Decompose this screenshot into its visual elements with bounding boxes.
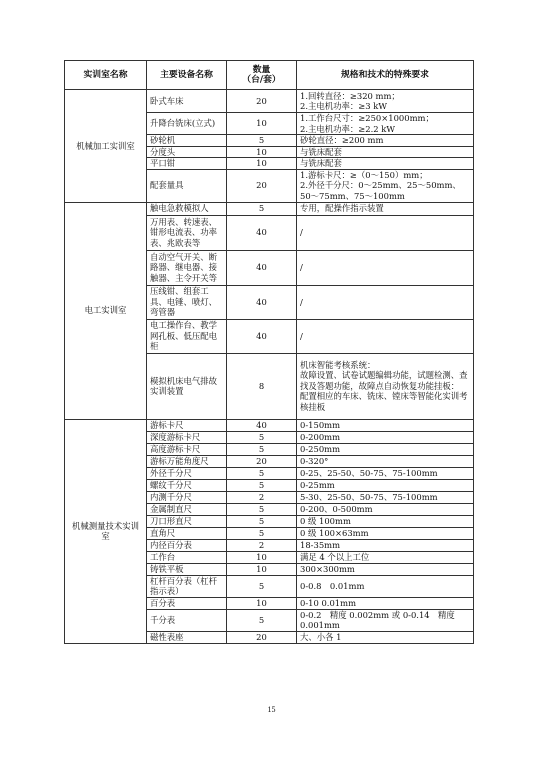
specification-cell: / bbox=[297, 285, 474, 319]
specification-cell: 300×300mm bbox=[297, 563, 474, 575]
quantity-cell: 5 bbox=[227, 431, 297, 443]
quantity-cell: 5 bbox=[227, 479, 297, 491]
quantity-cell: 5 bbox=[227, 443, 297, 455]
quantity-cell: 8 bbox=[227, 353, 297, 419]
equipment-name-cell: 金属制直尺 bbox=[147, 503, 227, 515]
quantity-cell: 10 bbox=[227, 113, 297, 135]
specification-cell: 专用，配操作指示装置 bbox=[297, 202, 474, 215]
quantity-cell: 5 bbox=[227, 609, 297, 631]
specification-cell: 0-25mm bbox=[297, 479, 474, 491]
equipment-name-cell: 自动空气开关、断路器、继电器、接触器、主令开关等 bbox=[147, 250, 227, 285]
header-equipment-name: 主要设备名称 bbox=[147, 61, 227, 90]
quantity-cell: 40 bbox=[227, 419, 297, 431]
quantity-cell: 5 bbox=[227, 515, 297, 527]
quantity-cell: 20 bbox=[227, 631, 297, 643]
quantity-cell: 5 bbox=[227, 467, 297, 479]
specification-cell: 大、小各 1 bbox=[297, 631, 474, 643]
specification-cell: / bbox=[297, 215, 474, 250]
lab-name-cell: 机械测量技术实训室 bbox=[65, 419, 147, 643]
specification-cell: 0 级 100×63mm bbox=[297, 527, 474, 539]
equipment-name-cell: 外径千分尺 bbox=[147, 467, 227, 479]
quantity-cell: 5 bbox=[227, 503, 297, 515]
equipment-name-cell: 分度头 bbox=[147, 146, 227, 158]
table-body bbox=[65, 90, 474, 644]
specification-cell: 0-250mm bbox=[297, 443, 474, 455]
page-number: 15 bbox=[267, 705, 276, 714]
specification-cell: / bbox=[297, 319, 474, 353]
specification-cell: 0-10 0.01mm bbox=[297, 597, 474, 609]
quantity-cell: 40 bbox=[227, 215, 297, 250]
specification-cell: 0-0.2 精度 0.002mm 或 0-0.14 精度 0.001mm bbox=[297, 609, 474, 631]
equipment-name-cell: 刀口形直尺 bbox=[147, 515, 227, 527]
equipment-name-cell: 配套量具 bbox=[147, 169, 227, 202]
header-specification: 规格和技术的特殊要求 bbox=[297, 61, 474, 90]
equipment-name-cell: 内测千分尺 bbox=[147, 491, 227, 503]
table-row bbox=[65, 90, 474, 113]
equipment-name-cell: 千分表 bbox=[147, 609, 227, 631]
quantity-cell: 5 bbox=[227, 527, 297, 539]
table-row bbox=[65, 419, 474, 431]
quantity-cell: 40 bbox=[227, 285, 297, 319]
quantity-cell: 10 bbox=[227, 563, 297, 575]
equipment-name-cell: 触电急救模拟人 bbox=[147, 202, 227, 215]
quantity-cell: 20 bbox=[227, 90, 297, 113]
quantity-cell: 2 bbox=[227, 491, 297, 503]
equipment-name-cell: 杠杆百分表（杠杆指示表） bbox=[147, 575, 227, 597]
specification-cell: 5-30、25-50、50-75、75-100mm bbox=[297, 491, 474, 503]
specification-cell: 1.回转直径：≥320 mm； 2.主电机功率：≥3 kW bbox=[297, 90, 474, 113]
equipment-table bbox=[64, 60, 474, 644]
equipment-name-cell: 磁性表座 bbox=[147, 631, 227, 643]
specification-cell: 1.工作台尺寸：≥250×1000mm； 2.主电机功率：≥2.2 kW bbox=[297, 113, 474, 135]
equipment-name-cell: 升降台铣床(立式) bbox=[147, 113, 227, 135]
equipment-name-cell: 铸铁平板 bbox=[147, 563, 227, 575]
specification-cell: 机床智能考核系统： 故障设置、试卷试题编辑功能，试题检测、查找及答题功能，故障点自动恢复功能挂板： 配置相应的车床、铣床、镗床等智能化实训考核挂板 bbox=[297, 353, 474, 419]
equipment-name-cell: 工作台 bbox=[147, 551, 227, 563]
specification-cell: 满足 4 个以上工位 bbox=[297, 551, 474, 563]
quantity-cell: 5 bbox=[227, 202, 297, 215]
specification-cell: 0 级 100mm bbox=[297, 515, 474, 527]
equipment-name-cell: 模拟机床电气排故实训装置 bbox=[147, 353, 227, 419]
quantity-cell: 40 bbox=[227, 319, 297, 353]
quantity-cell: 10 bbox=[227, 597, 297, 609]
specification-cell: 0-0.8 0.01mm bbox=[297, 575, 474, 597]
equipment-name-cell: 平口钳 bbox=[147, 158, 227, 170]
specification-cell: 0-200、0-500mm bbox=[297, 503, 474, 515]
specification-cell: 与铣床配套 bbox=[297, 158, 474, 170]
specification-cell: 0-200mm bbox=[297, 431, 474, 443]
header-quantity: 数量 （台/套） bbox=[227, 61, 297, 90]
quantity-cell: 5 bbox=[227, 135, 297, 147]
specification-cell: 0-320° bbox=[297, 455, 474, 467]
equipment-name-cell: 直角尺 bbox=[147, 527, 227, 539]
equipment-name-cell: 螺纹千分尺 bbox=[147, 479, 227, 491]
quantity-cell: 10 bbox=[227, 158, 297, 170]
specification-cell: 1.游标卡尺：≥（0～150）mm； 2.外径千分尺：0～25mm、25～50mm、50～75mm、75～100mm bbox=[297, 169, 474, 202]
quantity-cell: 20 bbox=[227, 169, 297, 202]
equipment-name-cell: 深度游标卡尺 bbox=[147, 431, 227, 443]
specification-cell: 0-25、25-50、50-75、75-100mm bbox=[297, 467, 474, 479]
specification-cell: / bbox=[297, 250, 474, 285]
quantity-cell: 40 bbox=[227, 250, 297, 285]
equipment-name-cell: 内径百分表 bbox=[147, 539, 227, 551]
specification-cell: 18-35mm bbox=[297, 539, 474, 551]
quantity-cell: 10 bbox=[227, 146, 297, 158]
header-row bbox=[65, 61, 474, 90]
specification-cell: 与铣床配套 bbox=[297, 146, 474, 158]
quantity-cell: 20 bbox=[227, 455, 297, 467]
equipment-name-cell: 电工操作台、教学网孔板、低压配电柜 bbox=[147, 319, 227, 353]
table-row bbox=[65, 202, 474, 215]
specification-cell: 砂轮直径：≥200 mm bbox=[297, 135, 474, 147]
lab-name-cell: 电工实训室 bbox=[65, 202, 147, 419]
equipment-name-cell: 游标万能角度尺 bbox=[147, 455, 227, 467]
equipment-name-cell: 万用表、转速表、钳形电流表、功率表、兆欧表等 bbox=[147, 215, 227, 250]
equipment-name-cell: 压线钳、组套工具、电锤、喷灯、弯管器 bbox=[147, 285, 227, 319]
equipment-name-cell: 砂轮机 bbox=[147, 135, 227, 147]
quantity-cell: 5 bbox=[227, 575, 297, 597]
header-lab-name: 实训室名称 bbox=[65, 61, 147, 90]
quantity-cell: 2 bbox=[227, 539, 297, 551]
equipment-name-cell: 百分表 bbox=[147, 597, 227, 609]
equipment-name-cell: 高度游标卡尺 bbox=[147, 443, 227, 455]
specification-cell: 0-150mm bbox=[297, 419, 474, 431]
lab-name-cell: 机械加工实训室 bbox=[65, 90, 147, 203]
equipment-name-cell: 游标卡尺 bbox=[147, 419, 227, 431]
quantity-cell: 10 bbox=[227, 551, 297, 563]
equipment-name-cell: 卧式车床 bbox=[147, 90, 227, 113]
